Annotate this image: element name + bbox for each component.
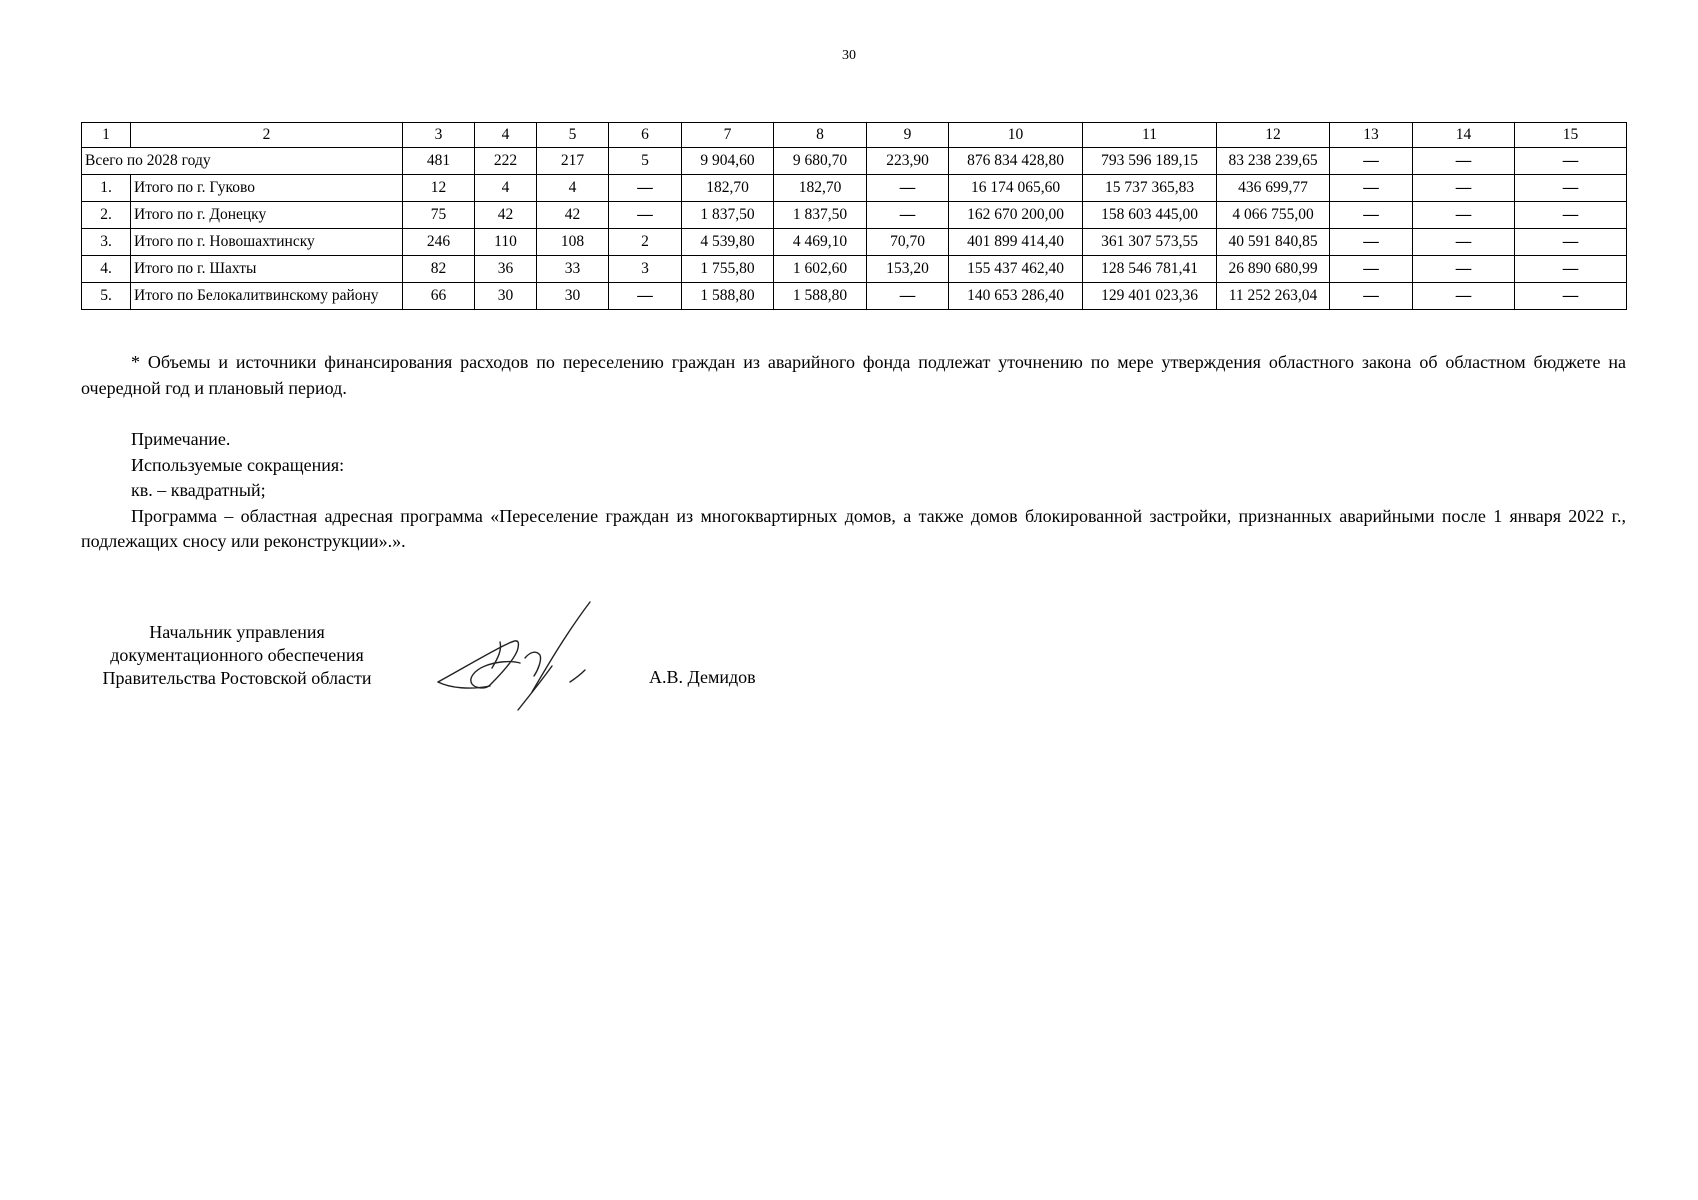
table-cell: 361 307 573,55: [1083, 229, 1217, 256]
abbreviation-kv: кв. – квадратный;: [131, 480, 266, 500]
table-cell: 481: [403, 148, 475, 175]
column-number-cell: 3: [403, 123, 475, 148]
table-row: [82, 229, 1627, 256]
table-total-row: [82, 148, 1627, 175]
table-row: [82, 283, 1627, 310]
column-number-cell: 15: [1515, 123, 1627, 148]
row-name-cell: Итого по г. Гуково: [131, 175, 403, 202]
abbreviations-heading: Используемые сокращения:: [131, 454, 345, 475]
table-cell: 110: [475, 229, 537, 256]
column-number-cell: 9: [867, 123, 949, 148]
row-number-cell: 4.: [82, 256, 131, 283]
signer-position-line: Правительства Ростовской области: [102, 668, 372, 688]
table-cell: 162 670 200,00: [949, 202, 1083, 229]
table-cell: 223,90: [867, 148, 949, 175]
table-cell: 30: [475, 283, 537, 310]
table-cell: —: [609, 175, 682, 202]
table-cell: 33: [537, 256, 609, 283]
table-cell: 876 834 428,80: [949, 148, 1083, 175]
table-cell: —: [1515, 148, 1627, 175]
table-cell: 108: [537, 229, 609, 256]
table-cell: 1 588,80: [682, 283, 774, 310]
table-cell: 246: [403, 229, 475, 256]
table-cell: 42: [537, 202, 609, 229]
table-cell: 401 899 414,40: [949, 229, 1083, 256]
table-cell: 1 602,60: [774, 256, 867, 283]
table-cell: —: [609, 283, 682, 310]
table-cell: 1 837,50: [774, 202, 867, 229]
table-cell: 793 596 189,15: [1083, 148, 1217, 175]
row-name-cell: Итого по Белокалитвинскому району: [131, 283, 403, 310]
table-cell: 140 653 286,40: [949, 283, 1083, 310]
column-number-cell: 2: [131, 123, 403, 148]
table-cell: 1 837,50: [682, 202, 774, 229]
table-cell: 182,70: [682, 175, 774, 202]
table-cell: —: [1413, 256, 1515, 283]
table-cell: —: [1330, 256, 1413, 283]
table-cell: —: [1330, 175, 1413, 202]
table-header-row: [82, 123, 1627, 148]
table-cell: 436 699,77: [1217, 175, 1330, 202]
table-cell: 2: [609, 229, 682, 256]
column-number-cell: 6: [609, 123, 682, 148]
table-cell: 3: [609, 256, 682, 283]
table-cell: —: [1330, 148, 1413, 175]
table-cell: 12: [403, 175, 475, 202]
table-cell: —: [1330, 283, 1413, 310]
table-cell: 36: [475, 256, 537, 283]
row-name-cell: Итого по г. Новошахтинску: [131, 229, 403, 256]
column-number-cell: 10: [949, 123, 1083, 148]
column-number-cell: 12: [1217, 123, 1330, 148]
table-cell: 30: [537, 283, 609, 310]
table-cell: 4: [475, 175, 537, 202]
row-number-cell: 1.: [82, 175, 131, 202]
row-number-cell: 5.: [82, 283, 131, 310]
table-cell: —: [1413, 148, 1515, 175]
abbreviation-program: Программа – областная адресная программа «Переселение граждан из многоквартирных домов, а также домов блокированной застройки, признанных аварийными после 1 января 2022 г., подлежащих сносу или реконструкции».».: [81, 505, 1626, 551]
table-cell: 83 238 239,65: [1217, 148, 1330, 175]
row-name-cell: Итого по г. Шахты: [131, 256, 403, 283]
page-number: 30: [842, 48, 856, 63]
row-number-cell: 2.: [82, 202, 131, 229]
table-cell: 15 737 365,83: [1083, 175, 1217, 202]
table-cell: 182,70: [774, 175, 867, 202]
table-cell: —: [867, 175, 949, 202]
table-row: [82, 256, 1627, 283]
table-cell: —: [1413, 175, 1515, 202]
column-number-cell: 4: [475, 123, 537, 148]
table-cell: 66: [403, 283, 475, 310]
table-cell: 4 539,80: [682, 229, 774, 256]
table-cell: —: [1330, 229, 1413, 256]
table-cell: 9 680,70: [774, 148, 867, 175]
table-cell: 1 755,80: [682, 256, 774, 283]
table-cell: —: [1413, 229, 1515, 256]
table-cell: 1 588,80: [774, 283, 867, 310]
table-cell: 82: [403, 256, 475, 283]
signer-position-line: документационного обеспечения: [110, 645, 364, 665]
table-cell: 26 890 680,99: [1217, 256, 1330, 283]
table-cell: —: [609, 202, 682, 229]
handwritten-signature: [430, 600, 630, 715]
column-number-cell: 7: [682, 123, 774, 148]
note-block: [81, 427, 1626, 555]
table-row: [82, 202, 1627, 229]
table-cell: —: [867, 202, 949, 229]
table-cell: 4 469,10: [774, 229, 867, 256]
table-cell: 16 174 065,60: [949, 175, 1083, 202]
table-cell: —: [1413, 283, 1515, 310]
signer-position: [82, 621, 392, 690]
table-cell: —: [1515, 256, 1627, 283]
table-cell: 155 437 462,40: [949, 256, 1083, 283]
table-cell: —: [1515, 175, 1627, 202]
row-name-cell: Итого по г. Донецку: [131, 202, 403, 229]
table-cell: 9 904,60: [682, 148, 774, 175]
table-cell: 158 603 445,00: [1083, 202, 1217, 229]
row-number-cell: 3.: [82, 229, 131, 256]
column-number-cell: 8: [774, 123, 867, 148]
note-title: Примечание.: [131, 429, 231, 449]
signer-name: А.В. Демидов: [649, 667, 756, 687]
column-number-cell: 1: [82, 123, 131, 148]
column-number-cell: 5: [537, 123, 609, 148]
table-cell: —: [867, 283, 949, 310]
table-cell: 4 066 755,00: [1217, 202, 1330, 229]
table-cell: 40 591 840,85: [1217, 229, 1330, 256]
table-cell: 42: [475, 202, 537, 229]
table-cell: 11 252 263,04: [1217, 283, 1330, 310]
resettlement-table: [81, 122, 1627, 310]
table-cell: —: [1515, 202, 1627, 229]
table-cell: 5: [609, 148, 682, 175]
column-number-cell: 13: [1330, 123, 1413, 148]
table-cell: 128 546 781,41: [1083, 256, 1217, 283]
column-number-cell: 11: [1083, 123, 1217, 148]
table-cell: —: [1515, 283, 1627, 310]
table-cell: 70,70: [867, 229, 949, 256]
table-cell: 217: [537, 148, 609, 175]
table-cell: —: [1413, 202, 1515, 229]
table-cell: 222: [475, 148, 537, 175]
table-row: [82, 175, 1627, 202]
column-number-cell: 14: [1413, 123, 1515, 148]
table-cell: 75: [403, 202, 475, 229]
table-cell: —: [1515, 229, 1627, 256]
table-cell: 129 401 023,36: [1083, 283, 1217, 310]
footnote: * Объемы и источники финансирования расходов по переселению граждан из аварийного фонда подлежат уточнению по мере утверждения областного закона об областном бюджете на очередной год и плановый период.: [81, 352, 1626, 398]
table-cell: 153,20: [867, 256, 949, 283]
signer-position-line: Начальник управления: [149, 622, 325, 642]
total-label-cell: Всего по 2028 году: [82, 148, 403, 175]
table-cell: —: [1330, 202, 1413, 229]
table-cell: 4: [537, 175, 609, 202]
